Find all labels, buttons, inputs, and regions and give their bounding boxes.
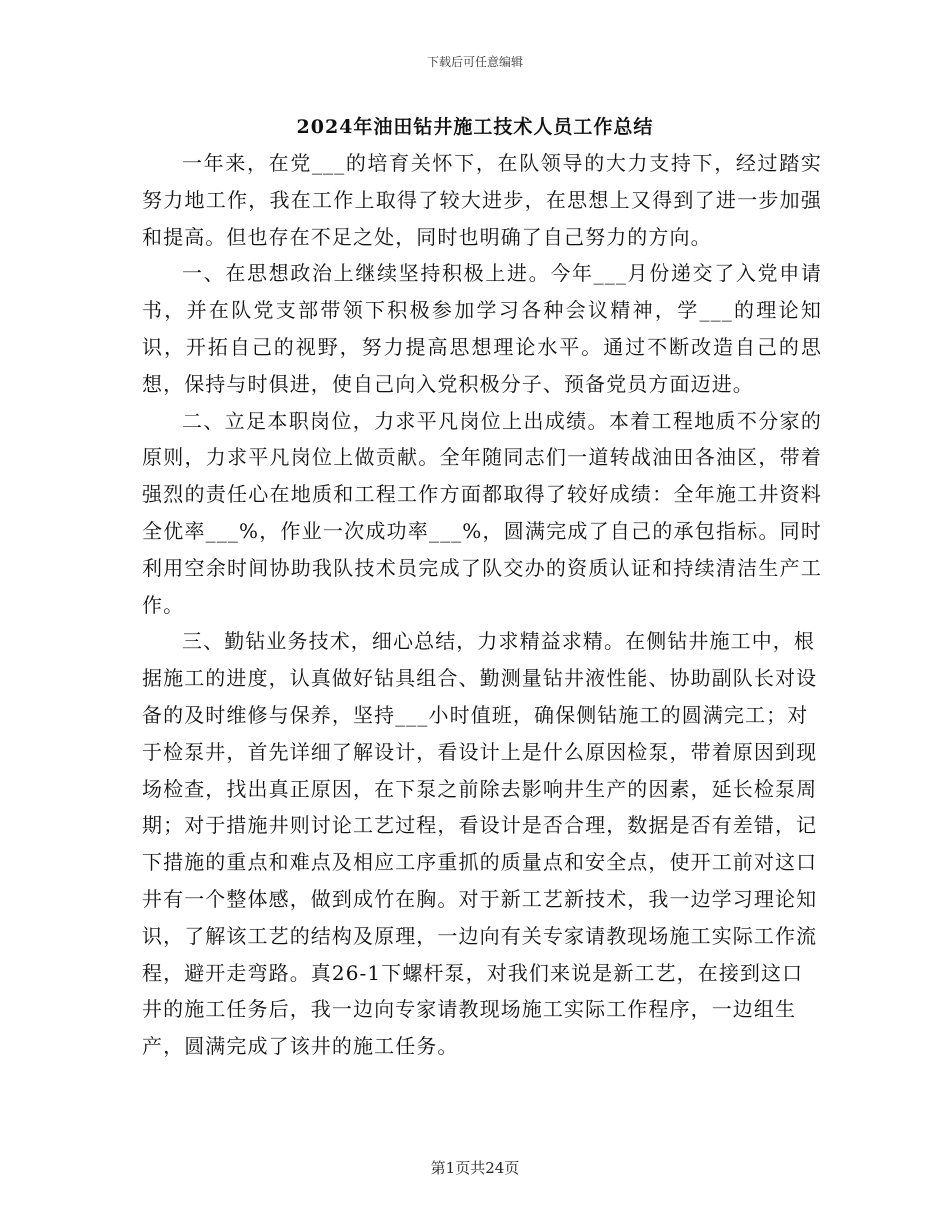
document-title: 2024年油田钻井施工技术人员工作总结 <box>296 116 654 138</box>
paragraph-section-2: 二、立足本职岗位，力求平凡岗位上出成绩。本着工程地质不分家的原则，力求平凡岗位上做贡献。全年随同志们一道转战油田各油区，带着强烈的责任心在地质和工程工作方面都取得了较好成绩：全年施工井资料全优率___%，作业一次成功率___%，圆满完成了自己的承包指标。同时利用空余时间协助我队技术员完成了队交办的资质认证和持续清洁生产工作。 <box>142 408 822 617</box>
paragraph-section-1: 一、在思想政治上继续坚持积极上进。今年___月份递交了入党申请书，并在队党支部带领下积极参加学习各种会议精神，学___的理论知识，开拓自己的视野，努力提高思想理论水平。通过不断改造自己的思想，保持与时俱进，使自己向入党积极分子、预备党员方面迈进。 <box>142 261 822 396</box>
header-note: 下载后可任意编辑 <box>426 55 523 69</box>
paragraph-section-3: 三、勤钻业务技术，细心总结，力求精益求精。在侧钻井施工中，根据施工的进度，认真做好钻具组合、勤测量钻井液性能、协助副队长对设备的及时维修与保养，坚持___小时值班，确保侧钻施工的圆满完工；对于检泵井，首先详细了解设计，看设计上是什么原因检泵，带着原因到现场检查，找出真正原因，在下泵之前除去影响井生产的因素，延长检泵周期；对于措施井则讨论工艺过程，看设计是否合理，数据是否有差错，记下措施的重点和难点及相应工序重抓的质量点和安全点，使开工前对这口井有一个整体感，做到成竹在胸。对于新工艺新技术，我一边学习理论知识，了解该工艺的结构及原理，一边向有关专家请教现场施工实际工作流程，避开走弯路。真26-1下螺杆泵，对我们来说是新工艺，在接到这口井的施工任务后，我一边向专家请教现场施工实际工作程序，一边组生产，圆满完成了该井的施工任务。 <box>142 629 818 1059</box>
document-body <box>142 145 822 1065</box>
paragraph-intro: 一年来，在党___的培育关怀下，在队领导的大力支持下，经过踏实努力地工作，我在工作上取得了较大进步，在思想上又得到了进一步加强和提高。但也存在不足之处，同时也明确了自己努力的方向。 <box>142 151 822 249</box>
page-number-footer: 第1页共24页 <box>430 1159 520 1177</box>
